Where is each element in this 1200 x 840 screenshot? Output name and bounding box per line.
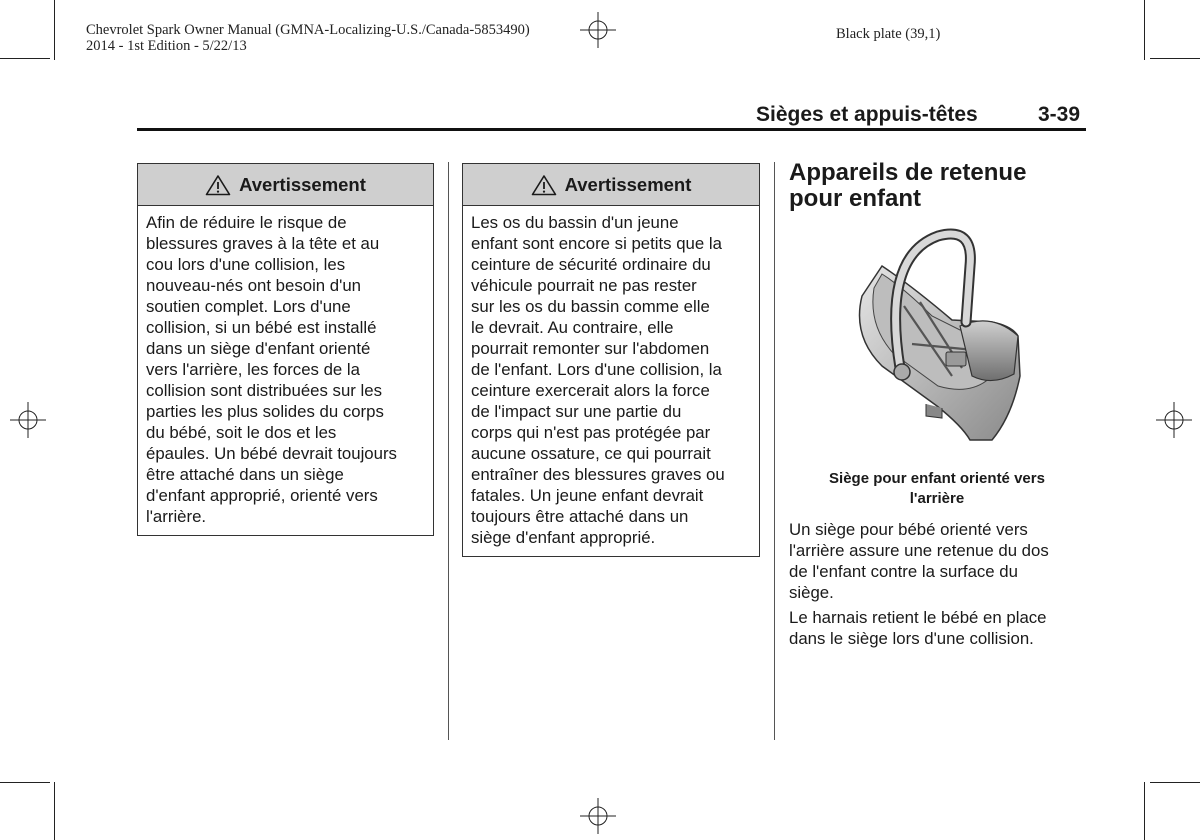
rear-facing-infant-seat-illustration xyxy=(842,226,1032,448)
crop-mark-bottom-left-v xyxy=(54,782,55,840)
plate-label: Black plate (39,1) xyxy=(836,26,941,42)
warning-box-left xyxy=(137,163,434,536)
registration-mark-bottom-icon xyxy=(578,796,618,836)
running-head-section: Sièges et appuis-têtes xyxy=(756,103,978,126)
warning-body: Les os du bassin d'un jeune enfant sont encore si petits que la ceinture de sécurité ordinaire du véhicule pourrait ne pas rester sur les os du bassin comme elle le devrait. Au contraire, elle pourrait remonter sur l'abdomen de l'enfant. Lors d'une collision, la ceinture exercerait alors la force de l'impact sur une partie du corps qui n'est pas protégée par aucune ossature, ce qui pourrait entraîner des blessures graves ou fatales. Un jeune enfant devrait toujours être attaché dans un siège d'enfant approprié. xyxy=(471,213,725,547)
warning-triangle-icon xyxy=(205,174,231,196)
running-head-page-number: 3-39 xyxy=(1038,103,1081,126)
manual-title: Chevrolet Spark Owner Manual (GMNA-Localizing-U.S./Canada-5853490) xyxy=(86,22,530,38)
body-paragraph-2: Le harnais retient le bébé en place dans le siège lors d'une collision. xyxy=(789,608,1047,648)
warning-header xyxy=(463,164,759,206)
figure-caption: Siège pour enfant orienté vers l'arrière xyxy=(829,470,1045,507)
edition-line: 2014 - 1st Edition - 5/22/13 xyxy=(86,38,247,54)
crop-mark-top-left-h xyxy=(0,58,50,59)
crop-mark-bottom-right-v xyxy=(1144,782,1145,840)
body-paragraph-1: Un siège pour bébé orienté vers l'arrière assure une retenue du dos de l'enfant contre la surface du siège. xyxy=(789,520,1049,602)
registration-mark-left-icon xyxy=(8,400,48,440)
column-divider-left xyxy=(448,162,449,740)
crop-mark-bottom-right-h xyxy=(1150,782,1200,783)
section-heading: Appareils de retenue pour enfant xyxy=(789,159,1027,212)
warning-body: Afin de réduire le risque de blessures graves à la tête et au cou lors d'une collision, les nouveau-nés ont besoin d'un soutien complet. Lors d'une collision, si un bébé est installé dans un siège d'enfant orienté vers l'arrière, les forces de la collision sont distribuées sur les parties les plus solides du corps du bébé, soit le dos et les épaules. Un bébé devrait toujours être attaché dans un siège d'enfant approprié, orienté vers l'arrière. xyxy=(146,213,397,526)
crop-mark-top-right-h xyxy=(1150,58,1200,59)
crop-mark-bottom-left-h xyxy=(0,782,50,783)
column-divider-right xyxy=(774,162,775,740)
registration-mark-top-icon xyxy=(578,10,618,50)
crop-mark-top-right-v xyxy=(1144,0,1145,60)
header-rule xyxy=(137,128,1086,131)
registration-mark-right-icon xyxy=(1154,400,1194,440)
warning-triangle-icon xyxy=(531,174,557,196)
warning-box-middle xyxy=(462,163,760,557)
warning-title: Avertissement xyxy=(239,173,366,195)
warning-title: Avertissement xyxy=(564,173,692,195)
crop-mark-top-left-v xyxy=(54,0,55,60)
warning-header xyxy=(138,164,433,206)
